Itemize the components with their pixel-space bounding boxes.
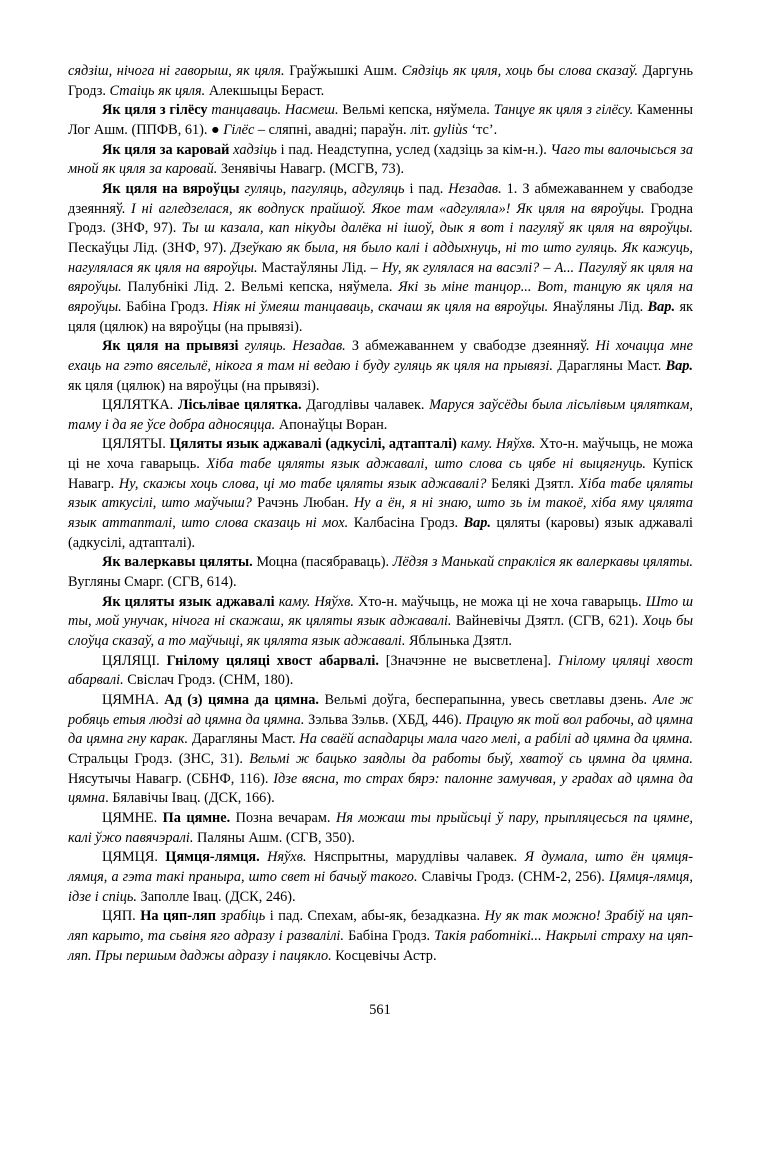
entry-example: На сваёй аспадарцы мала чаго мелі, а рабілі ад цямна да цямна. (299, 731, 693, 748)
entry-text: Позна вечарам. (230, 809, 336, 826)
dictionary-entry (68, 553, 693, 592)
entry-example: gyliùs (433, 121, 468, 138)
entry-phrase: Па цямне. (162, 809, 231, 826)
entry-text: Рачэнь Любан. (251, 495, 354, 512)
entry-example: каму. Няўхв. (456, 436, 536, 453)
entry-text: Мастаўляны Лід. – (257, 259, 382, 276)
entry-text: Яблынька Дзятл. (405, 633, 512, 650)
entry-text: ЦЯМНА. (102, 692, 165, 708)
entry-example: Але ж робяць етыя людзі ад цямна да цямна. (68, 692, 693, 728)
entry-text: Нясутычы Навагр. (СБНФ, 116). (68, 770, 274, 787)
entry-phrase: Як валеркавы цяляты. (102, 554, 253, 571)
entry-variant-label: Вар. (463, 515, 492, 532)
entry-example: Сядзіць як цяля, хоць бы слова сказаў. (401, 63, 638, 79)
entry-example: Гілёс (223, 121, 255, 138)
entry-text: – сляпні, авадні; параўн. літ. (254, 121, 434, 138)
entry-text: Бабіна Гродз. (121, 298, 213, 315)
entry-text: Дарагляны Маст. (188, 731, 300, 748)
entry-phrase: Ад (з) цямна да цямна. (164, 692, 319, 708)
entry-text: Моцна (пасябраваць). (252, 554, 393, 571)
entry-text: ЦЯЛЯТЫ. (102, 436, 170, 453)
entry-text: Дагодлівы чалавек. (301, 397, 430, 414)
entry-text: ЦЯМЦЯ. (102, 849, 166, 866)
entry-phrase: Як цяляты язык аджавалі (102, 593, 275, 610)
entry-text: ЦЯЛЯЦІ. (102, 652, 167, 669)
entry-text: ЦЯП. (102, 908, 141, 925)
entry-example: Хіба табе цяляты язык аткусілі, што маўчыш? (68, 475, 693, 512)
entry-example: сядзіш, нічога ні гаворыш, як цяля. (68, 63, 285, 79)
entry-text: Заполле Івац. (ДСК, 246). (136, 888, 296, 905)
entry-example: Ідзе вясна, то страх бярэ: палонне замучвая, у градах ад цямна да цямна (68, 770, 694, 807)
dictionary-entry (68, 652, 693, 691)
entry-example: Хоць бы слоўца сказаў, а то маўчыці, як цялята язык аджавалі. (68, 613, 694, 650)
entry-text: 1. З абмежаваннем у свабодзе дзеянняў. (68, 180, 693, 217)
entry-text: Апонаўцы Воран. (275, 416, 388, 433)
entry-text: Палубнікі Лід. 2. Вельмі кепска, няўмела. (121, 279, 399, 296)
dictionary-entry (68, 62, 693, 101)
entry-phrase: Цяляты язык аджавалі (адкусілі, адтапталі) (169, 436, 457, 453)
entry-text: ЦЯЛЯТКА. (102, 397, 178, 414)
entry-text: Вайневічы Дзятл. (СГВ, 621). (451, 613, 643, 630)
entry-text: Калбасіна Гродз. (348, 515, 464, 532)
dictionary-entry (68, 593, 693, 652)
dictionary-entry (68, 180, 693, 337)
entry-text: ‘тс’. (467, 121, 498, 138)
entry-text: Купіск Навагр. (68, 456, 693, 492)
entry-phrase: Цямця-лямця. (165, 849, 260, 866)
entry-example: Чаго ты валочысься за мной як цяля за каровай. (68, 141, 693, 178)
entry-example: Стаіць як цяля. (109, 82, 206, 99)
entry-text: Вугляны Смарг. (СГВ, 614). (68, 574, 237, 591)
dictionary-entry (68, 337, 693, 396)
entry-text: Хто-н. маўчыць, не можа ці не хоча гаварыць. (353, 593, 646, 610)
entry-phrase: На цяп-ляп (140, 908, 217, 925)
dictionary-entry (68, 691, 693, 809)
entry-example: каму. Няўхв. (274, 593, 354, 610)
entry-text: Косцевічы Астр. (331, 947, 437, 964)
entry-text: [Значэнне не высветлена]. (378, 652, 559, 669)
entry-text: Стральцы Гродз. (ЗНС, 31). (68, 750, 250, 767)
entry-phrase: Як цяля на прывязі (102, 338, 239, 355)
dictionary-entry (68, 396, 693, 435)
text-column (68, 62, 693, 966)
entry-example: І ні агледзелася, як водпуск прайшоў. Якое там «адгуляла»! Як цяля на вяроўцы. (131, 200, 645, 217)
entry-example: Дзеўкаю як была, ня было калі і аддыхнуць, ні то што гуляць. Як кажуць, нагулялася як цяля на вяроўцы. (68, 239, 693, 276)
entry-example: Я думала, што ён цямця-лямця, а гэта такі праныра, што свет ні бачыў такого. (68, 849, 693, 885)
entry-example: Маруся заўсёды была лісьлівым цяляткам, таму і да яе ўсе добра адносяцца. (68, 397, 694, 433)
entry-example: Ты ш казала, кап нікуды далёка ні ішоў, дык я вот і пагуляў як цяля на вяроўцы. (181, 220, 693, 237)
entry-text: цяляты (каровы) язык аджавалі (адкусілі, адтапталі). (68, 515, 693, 551)
entry-example: Незадав. (448, 180, 502, 197)
entry-phrase: Лісьлівае цялятка. (177, 397, 302, 414)
entry-text: ЦЯМНЕ. (102, 809, 163, 826)
entry-text: З абмежаваннем у свабодзе дзеянняў. (345, 338, 596, 355)
entry-text: Дарагляны Маст. (552, 357, 666, 374)
entry-example: Няўхв. (259, 849, 307, 866)
entry-variant-label: Вар. (665, 357, 693, 374)
entry-example: Танцуе як цяля з гілёсу. (493, 102, 634, 119)
entry-variant-label: Вар. (647, 298, 676, 315)
entry-example: гуляць, пагуляць, адгуляць (239, 180, 405, 197)
entry-example: Ну, скажы хоць слова, ці мо табе цяляты язык аджавалі? (118, 475, 487, 492)
entry-text: Гродна Гродз. (ЗНФ, 97). (68, 200, 693, 237)
entry-example: Ніяк ні ўмеяш танцаваць, скачаш як цяля на вяроўцы. (212, 298, 549, 315)
entry-example: Такія работнікі... Накрылі страху на цяп-ляп. Пры першым даджы адразу і пацякло. (68, 927, 694, 964)
dictionary-entry (68, 101, 693, 140)
dictionary-entry (68, 435, 693, 553)
entry-example: танцаваць. Насмеш. (207, 102, 339, 119)
entry-example: Цямця-лямця, ідзе і спіць. (68, 868, 693, 905)
dictionary-entry (68, 141, 693, 180)
entry-text: Граўжышкі Ашм. (284, 63, 402, 79)
entry-text: Вельмі доўга, бесперапынна, увесь светлавы дзень. (319, 692, 653, 708)
entry-example: Вельмі ж бацько заядлы да работы быў, хватоў сь цямна да цямна. (249, 750, 693, 767)
entry-text: Каменны Лог Ашм. (ППФВ, 61). ● (68, 102, 693, 138)
entry-example: Хіба табе цяляты язык аджавалі, што слова сь цябе ні выцягнуць. (206, 456, 646, 473)
entry-example: Працую як той вол рабочы, ад цямна да цямна гну карак. (68, 711, 693, 748)
entry-text: як цяля (цялюк) на вяроўцы (на прывязі). (68, 298, 693, 335)
entry-phrase: Як цяля на вяроўцы (102, 180, 240, 197)
entry-text: Бабіна Гродз. (343, 927, 435, 944)
entry-phrase: Гнілому цяляці хвост абарвалі. (166, 652, 379, 669)
dictionary-entry (68, 907, 693, 966)
entry-phrase: Як цяля з гілёсу (102, 102, 208, 119)
entry-text: Зенявічы Навагр. (МСГВ, 73). (217, 161, 405, 178)
entry-example: Ні хочацца мне ехаць на гэто вясельлё, нікога я там ні ведаю і буду гуляць як цяля на прывязі. (68, 338, 693, 374)
entry-text: Янаўляны Лід. (548, 298, 648, 315)
entry-example: Ну як так можно! Зрабіў на цяп-ляп карыто, та сьвіня яго адразу і развалілі. (68, 908, 693, 944)
entry-example: Ну, як гулялася на васэлі? – А... Пагуляў як цяля на вяроўцы. (68, 259, 694, 296)
entry-example: Лёдзя з Манькай спракліся як валеркавы цяляты. (392, 554, 693, 571)
entry-example: Ну а ён, я ні знаю, што зь ім такоё, хіба яму цялята язык аттапталі, што слова сказаць ні мох. (68, 495, 694, 532)
page-number: 561 (369, 1002, 391, 1018)
entry-text: . Бялавічы Івац. (ДСК, 166). (105, 790, 275, 807)
entry-text: Славічы Гродз. (СНМ-2, 256). (417, 868, 609, 885)
entry-example: зрабіць (216, 908, 266, 925)
entry-text: і пад. (404, 180, 449, 197)
entry-text: як цяля (цялюк) на вяроўцы (на прывязі). (68, 377, 320, 394)
entry-example: Гнілому цяляці хвост абарвалі. (68, 652, 693, 689)
entry-text: Пескаўцы Лід. (ЗНФ, 97). (68, 239, 232, 256)
entry-example: Ня можаш ты прыйсьці ў пару, прыпляцесься па цямне, калі ўжо павячэралі. (68, 809, 693, 846)
entry-text: і пад. Неадступна, услед (хадзіць за кім-н.). (276, 141, 551, 158)
entry-phrase: Як цяля за каровай (102, 141, 230, 158)
entry-example: гуляць. Незадав. (238, 338, 346, 355)
entry-text: Вельмі кепска, няўмела. (338, 102, 494, 119)
entry-text: Зэльва Зэльв. (ХБД, 446). (304, 711, 466, 728)
entry-example: Які зь міне танцор... Вот, танцую як цяля на вяроўцы. (68, 279, 693, 315)
entry-text: Даргунь Гродз. (68, 63, 693, 99)
entry-text: Алекшыцы Бераст. (205, 82, 325, 99)
entry-text: Няспрытны, марудлівы чалавек. (306, 849, 525, 866)
entry-text: Хто-н. маўчыць, не можа ці не хоча гаварыць. (68, 436, 693, 473)
entry-text: і пад. Спехам, абы-як, безадказна. (265, 908, 485, 925)
dictionary-entry (68, 809, 693, 848)
dictionary-entry (68, 848, 693, 907)
entry-text: Белякі Дзятл. (486, 475, 579, 492)
entry-text: Паляны Ашм. (СГВ, 350). (193, 829, 355, 846)
entry-text: Свіслач Гродз. (СНМ, 180). (123, 672, 294, 689)
entry-example: хадзіць (229, 141, 277, 158)
entry-example: Што ш ты, мой унучак, нічога ні скажаш, як цяляты язык аджавалі. (68, 593, 693, 630)
